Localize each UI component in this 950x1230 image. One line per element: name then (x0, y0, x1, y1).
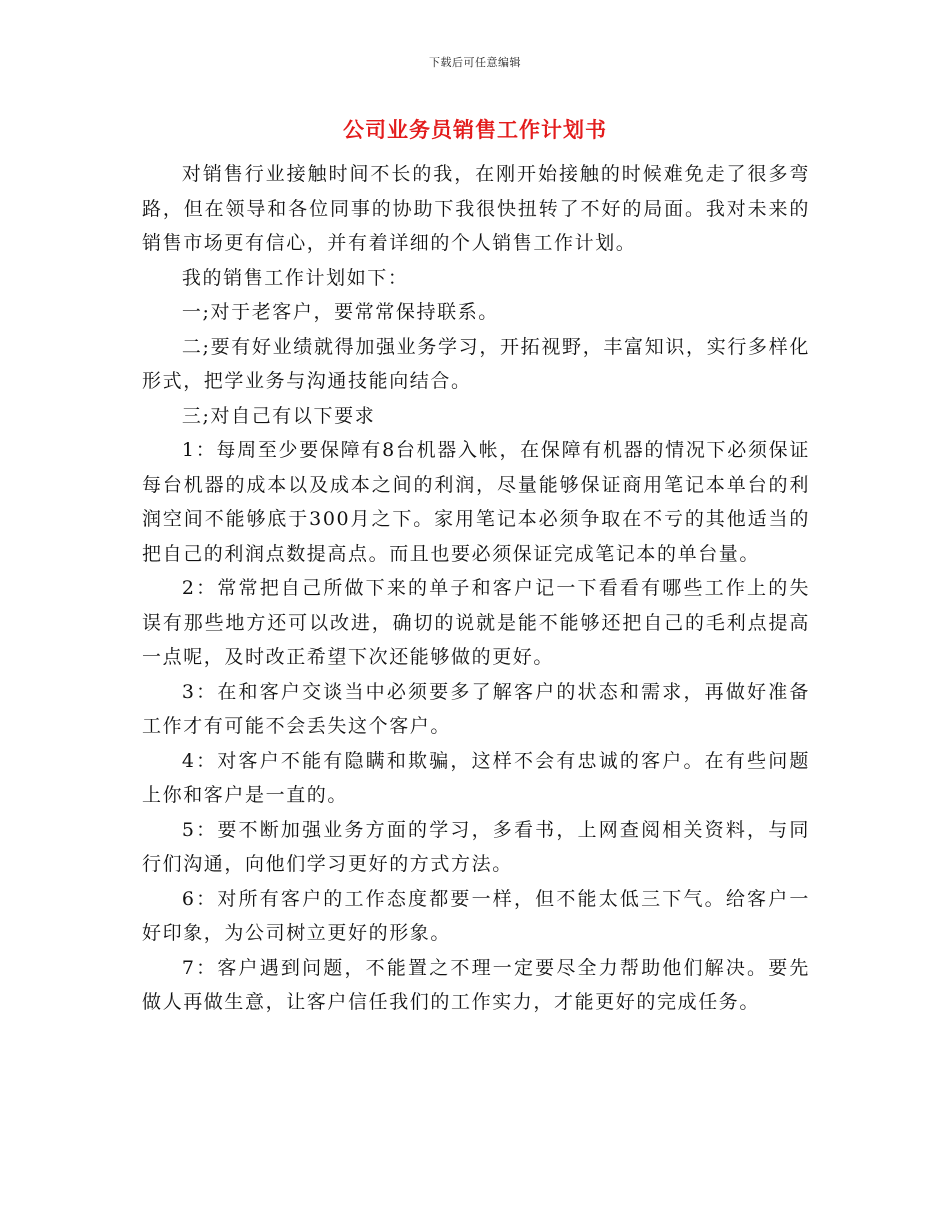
paragraph-item-1: 一;对于老客户，要常常保持联系。 (181, 301, 499, 323)
paragraph-requirement-7: 7：客户遇到问题，不能置之不理一定要尽全力帮助他们解决。要先做人再做生意，让客户信任我们的工作实力，才能更好的完成任务。 (142, 956, 810, 1013)
paragraph-requirement-5: 5：要不断加强业务方面的学习，多看书，上网查阅相关资料，与同行们沟通，向他们学习更好的方式方法。 (142, 818, 810, 875)
paragraph-requirement-3: 3：在和客户交谈当中必须要多了解客户的状态和需求，再做好准备工作才有可能不会丢失这个客户。 (142, 680, 810, 737)
paragraph-requirement-1: 1：每周至少要保障有8台机器入帐，在保障有机器的情况下必须保证每台机器的成本以及成本之间的利润，尽量能够保证商用笔记本单台的利润空间不能够底于300月之下。家用笔记本必须争取在不亏的其他适当的把自己的利润点数提高点。而且也要必须保证完成笔记本的单台量。 (142, 439, 810, 565)
paragraph-requirement-4: 4：对客户不能有隐瞒和欺骗，这样不会有忠诚的客户。在有些问题上你和客户是一直的。 (142, 749, 810, 806)
document-title: 公司业务员销售工作计划书 (343, 118, 607, 142)
paragraph-requirement-6: 6：对所有客户的工作态度都要一样，但不能太低三下气。给客户一好印象，为公司树立更好的形象。 (142, 887, 810, 944)
header-note: 下载后可任意编辑 (429, 56, 521, 69)
paragraph-item-2: 二;要有好业绩就得加强业务学习，开拓视野，丰富知识，实行多样化形式，把学业务与沟通技能向结合。 (142, 335, 810, 392)
paragraph-requirement-2: 2：常常把自己所做下来的单子和客户记一下看看有哪些工作上的失误有那些地方还可以改进，确切的说就是能不能够还把自己的毛利点提高一点呢，及时改正希望下次还能够做的更好。 (142, 577, 810, 668)
document-body (142, 157, 810, 1020)
paragraph-item-3: 三;对自己有以下要求 (181, 404, 376, 427)
paragraph-plan-heading: 我的销售工作计划如下： (181, 266, 409, 289)
paragraph-intro: 对销售行业接触时间不长的我，在刚开始接触的时候难免走了很多弯路，但在领导和各位同事的协助下我很快扭转了不好的局面。我对未来的销售市场更有信心，并有着详细的个人销售工作计划。 (142, 163, 810, 254)
